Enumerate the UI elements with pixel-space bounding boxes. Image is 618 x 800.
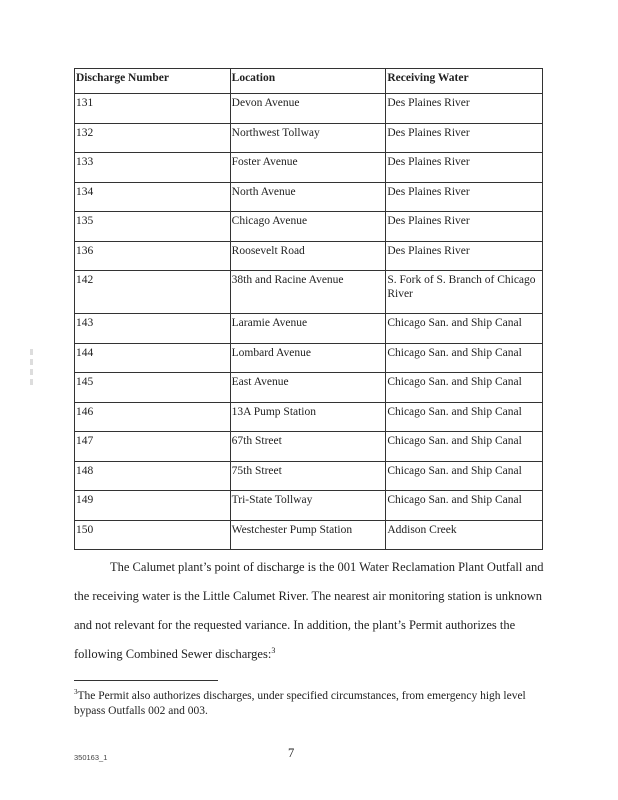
location-cell: Lombard Avenue bbox=[230, 343, 386, 373]
receiving-water-cell: Addison Creek bbox=[386, 520, 543, 550]
page-number: 7 bbox=[288, 746, 295, 760]
location-cell: 13A Pump Station bbox=[230, 402, 386, 432]
location-cell: East Avenue bbox=[230, 373, 386, 403]
receiving-water-cell: Chicago San. and Ship Canal bbox=[386, 402, 543, 432]
discharge-number-cell: 147 bbox=[75, 432, 231, 462]
receiving-water-cell: Chicago San. and Ship Canal bbox=[386, 314, 543, 344]
receiving-water-cell: Chicago San. and Ship Canal bbox=[386, 343, 543, 373]
location-cell: Chicago Avenue bbox=[230, 212, 386, 242]
receiving-water-cell: Chicago San. and Ship Canal bbox=[386, 432, 543, 462]
table-row bbox=[75, 182, 543, 212]
footnote-separator bbox=[74, 680, 218, 681]
discharge-number-cell: 134 bbox=[75, 182, 231, 212]
table-row bbox=[75, 94, 543, 124]
footnote-marker: 3 bbox=[74, 688, 78, 696]
location-cell: Laramie Avenue bbox=[230, 314, 386, 344]
location-cell: Westchester Pump Station bbox=[230, 520, 386, 550]
location-cell: Tri-State Tollway bbox=[230, 491, 386, 521]
table-row bbox=[75, 461, 543, 491]
header-receiving-water: Receiving Water bbox=[386, 69, 543, 94]
location-cell: 67th Street bbox=[230, 432, 386, 462]
table-row bbox=[75, 402, 543, 432]
scan-margin-marks bbox=[30, 345, 38, 405]
discharge-number-cell: 146 bbox=[75, 402, 231, 432]
header-discharge-number: Discharge Number bbox=[75, 69, 231, 94]
receiving-water-cell: Chicago San. and Ship Canal bbox=[386, 461, 543, 491]
table-row bbox=[75, 343, 543, 373]
discharge-number-cell: 150 bbox=[75, 520, 231, 550]
discharge-number-cell: 149 bbox=[75, 491, 231, 521]
discharge-number-cell: 143 bbox=[75, 314, 231, 344]
table-row bbox=[75, 314, 543, 344]
footnote-text: The Permit also authorizes discharges, under specified circumstances, from emergency high level bypass Outfalls 002 and 003. bbox=[74, 689, 526, 717]
table-row bbox=[75, 153, 543, 183]
discharge-number-cell: 131 bbox=[75, 94, 231, 124]
receiving-water-cell: Des Plaines River bbox=[386, 212, 543, 242]
receiving-water-cell: Des Plaines River bbox=[386, 153, 543, 183]
table-row bbox=[75, 491, 543, 521]
discharge-table bbox=[74, 68, 543, 550]
footnote-reference[interactable]: 3 bbox=[271, 645, 276, 655]
location-cell: Northwest Tollway bbox=[230, 123, 386, 153]
table-row bbox=[75, 212, 543, 242]
header-location: Location bbox=[230, 69, 386, 94]
location-cell: Roosevelt Road bbox=[230, 241, 386, 271]
receiving-water-cell: S. Fork of S. Branch of Chicago River bbox=[386, 271, 543, 314]
discharge-number-cell: 142 bbox=[75, 271, 231, 314]
location-cell: 38th and Racine Avenue bbox=[230, 271, 386, 314]
document-id: 350163_1 bbox=[74, 753, 108, 762]
receiving-water-cell: Des Plaines River bbox=[386, 182, 543, 212]
table-row bbox=[75, 373, 543, 403]
discharge-number-cell: 132 bbox=[75, 123, 231, 153]
receiving-water-cell: Des Plaines River bbox=[386, 123, 543, 153]
location-cell: 75th Street bbox=[230, 461, 386, 491]
paragraph-text: The Calumet plant’s point of discharge is the 001 Water Reclamation Plant Outfall and the receiving water is the Little Calumet River. The nearest air monitoring station is unknown and not relevant for the requested variance. In addition, the plant’s Permit authorizes the following Combined Sewer discharges: bbox=[74, 560, 544, 661]
discharge-number-cell: 144 bbox=[75, 343, 231, 373]
location-cell: North Avenue bbox=[230, 182, 386, 212]
receiving-water-cell: Chicago San. and Ship Canal bbox=[386, 491, 543, 521]
discharge-number-cell: 133 bbox=[75, 153, 231, 183]
discharge-number-cell: 136 bbox=[75, 241, 231, 271]
table-row bbox=[75, 520, 543, 550]
table-row bbox=[75, 123, 543, 153]
table-header-row bbox=[75, 69, 543, 94]
discharge-number-cell: 145 bbox=[75, 373, 231, 403]
discharge-number-cell: 135 bbox=[75, 212, 231, 242]
table-row bbox=[75, 271, 543, 314]
body-paragraph bbox=[74, 553, 544, 669]
discharge-number-cell: 148 bbox=[75, 461, 231, 491]
receiving-water-cell: Chicago San. and Ship Canal bbox=[386, 373, 543, 403]
footnote bbox=[74, 685, 544, 719]
receiving-water-cell: Des Plaines River bbox=[386, 241, 543, 271]
receiving-water-cell: Des Plaines River bbox=[386, 94, 543, 124]
location-cell: Devon Avenue bbox=[230, 94, 386, 124]
table-row bbox=[75, 241, 543, 271]
table-row bbox=[75, 432, 543, 462]
location-cell: Foster Avenue bbox=[230, 153, 386, 183]
